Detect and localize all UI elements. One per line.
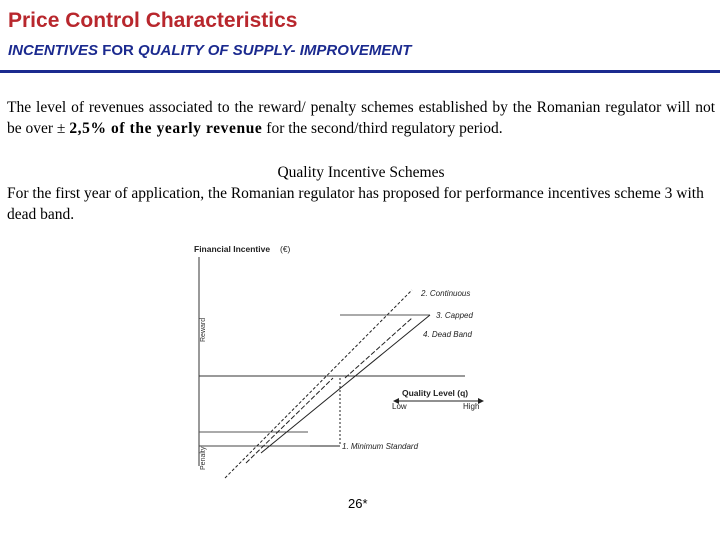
subtitle-part-3: QUALITY OF SUPPLY- IMPROVEMENT: [133, 42, 412, 59]
header-divider: [0, 70, 720, 73]
paragraph-1-end: for the second/third regulatory period.: [262, 120, 503, 137]
page-subtitle: [8, 42, 411, 59]
curve-continuous-label: 2. Continuous: [421, 289, 471, 298]
penalty-label: Penalty: [200, 446, 207, 470]
curve-capped-label: 3. Capped: [436, 311, 473, 320]
paragraph-2-text: For the first year of application, the Romanian regulator has proposed for performance incentives scheme 3 with dead band.: [7, 185, 704, 223]
x-axis-low-label: Low: [392, 402, 407, 411]
subtitle-part-1: INCENTIVES: [8, 42, 103, 59]
paragraph-1-text: The level of revenues associated to the reward/ penalty schemes established by the Romanian regulator will not be over ±: [7, 99, 715, 137]
revenue-limit-paragraph: [7, 97, 715, 139]
quality-incentive-figure: [190, 238, 490, 483]
paragraph-1-bold: 2,5% of the yearly revenue: [69, 120, 263, 137]
reward-label: Reward: [200, 317, 207, 342]
x-axis-high-label: High: [463, 402, 480, 411]
y-axis-unit: (€): [280, 244, 291, 254]
curve-capped: [261, 315, 430, 453]
curve-minimum-standard-label: 1. Minimum Standard: [342, 442, 419, 451]
scheme-paragraph: [7, 162, 715, 225]
curve-dead-band-label: 4. Dead Band: [423, 330, 472, 339]
page-number: 26*: [348, 496, 368, 511]
curve-dead-band-upper: [345, 318, 412, 378]
subtitle-part-2: FOR: [102, 42, 134, 59]
x-axis-label: Quality Level (q): [402, 388, 469, 398]
curve-dead-band: [246, 378, 333, 463]
page-title: Price Control Characteristics: [8, 9, 298, 32]
section-heading: Quality Incentive Schemes: [277, 164, 445, 181]
y-axis-label: Financial Incentive: [194, 244, 271, 254]
